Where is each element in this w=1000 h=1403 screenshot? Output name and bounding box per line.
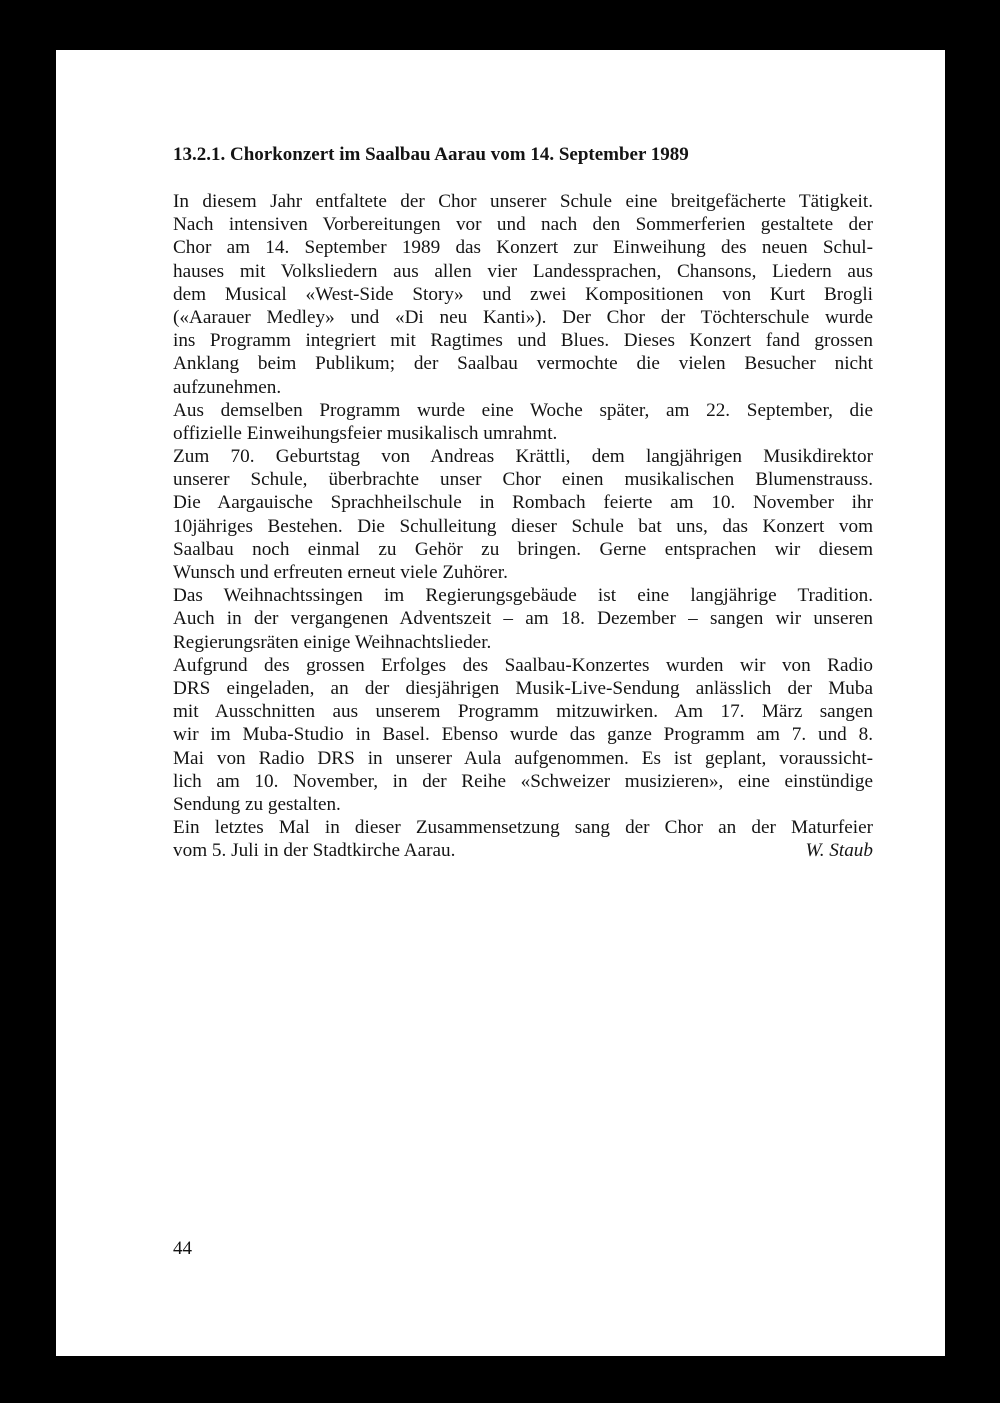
text-line: Mai von Radio DRS in unserer Aula aufgenommen. Es ist geplant, voraussicht-: [173, 747, 873, 769]
text-line: mit Ausschnitten aus unserem Programm mitzuwirken. Am 17. März sangen: [173, 701, 873, 723]
text-line: lich am 10. November, in der Reihe «Schweizer musizieren», eine einstündige: [173, 770, 873, 792]
text-line: ins Programm integriert mit Ragtimes und Blues. Dieses Konzert fand grossen: [173, 330, 873, 352]
text-line: Auch in der vergangenen Adventszeit – am 18. Dezember – sangen wir unseren: [173, 608, 873, 630]
text-line: Nach intensiven Vorbereitungen vor und nach den Sommerferien gestaltete der: [173, 214, 873, 236]
text-line: wir im Muba-Studio in Basel. Ebenso wurde das ganze Programm am 7. und 8.: [173, 724, 873, 746]
text-line: Chor am 14. September 1989 das Konzert zur Einweihung des neuen Schul-: [173, 237, 873, 259]
text-line: hauses mit Volksliedern aus allen vier Landessprachen, Chansons, Liedern aus: [173, 260, 873, 282]
page-number: 44: [173, 1238, 192, 1259]
text-line: Die Aargauische Sprachheilschule in Rombach feierte am 10. November ihr: [173, 492, 873, 514]
text-line: vom 5. Juli in der Stadtkirche Aarau.: [173, 840, 456, 862]
text-line: dem Musical «West-Side Story» und zwei Kompositionen von Kurt Brogli: [173, 283, 873, 305]
text-line: Aus demselben Programm wurde eine Woche später, am 22. September, die: [173, 399, 873, 421]
document-body: [173, 142, 873, 862]
text-line: Aufgrund des grossen Erfolges des Saalbau-Konzertes wurden wir von Radio: [173, 654, 873, 676]
text-line: aufzunehmen.: [173, 376, 282, 398]
document-page: [56, 50, 945, 1356]
author-signature: W. Staub: [805, 840, 873, 862]
text-line: In diesem Jahr entfaltete der Chor unserer Schule eine breitgefächerte Tätigkeit.: [173, 191, 873, 212]
text-line: Wunsch und erfreuten erneut viele Zuhörer.: [173, 562, 508, 583]
section-heading: 13.2.1. Chorkonzert im Saalbau Aarau vom 14. September 1989: [173, 144, 689, 165]
text-line: Saalbau noch einmal zu Gehör zu bringen. Gerne entsprachen wir diesem: [173, 538, 873, 560]
text-line: Anklang beim Publikum; der Saalbau vermochte die vielen Besucher nicht: [173, 353, 873, 375]
text-line: Sendung zu gestalten.: [173, 793, 341, 815]
closing-line: [173, 839, 873, 862]
text-line: offizielle Einweihungsfeier musikalisch umrahmt.: [173, 422, 558, 444]
text-line: Das Weihnachtssingen im Regierungsgebäude ist eine langjährige Tradition.: [173, 585, 873, 607]
text-line: DRS eingeladen, an der diesjährigen Musik-Live-Sendung anlässlich der Muba: [173, 677, 873, 699]
text-line: 10jähriges Bestehen. Die Schulleitung dieser Schule bat uns, das Konzert vom: [173, 515, 873, 537]
text-line: unserer Schule, überbrachte unser Chor einen musikalischen Blumenstrauss.: [173, 469, 873, 491]
text-line: («Aarauer Medley» und «Di neu Kanti»). Der Chor der Töchterschule wurde: [173, 306, 873, 328]
text-line: Ein letztes Mal in dieser Zusammensetzung sang der Chor an der Maturfeier: [173, 817, 873, 839]
text-line: Regierungsräten einige Weihnachtslieder.: [173, 631, 492, 653]
text-line: Zum 70. Geburtstag von Andreas Krättli, dem langjährigen Musikdirektor: [173, 446, 873, 468]
